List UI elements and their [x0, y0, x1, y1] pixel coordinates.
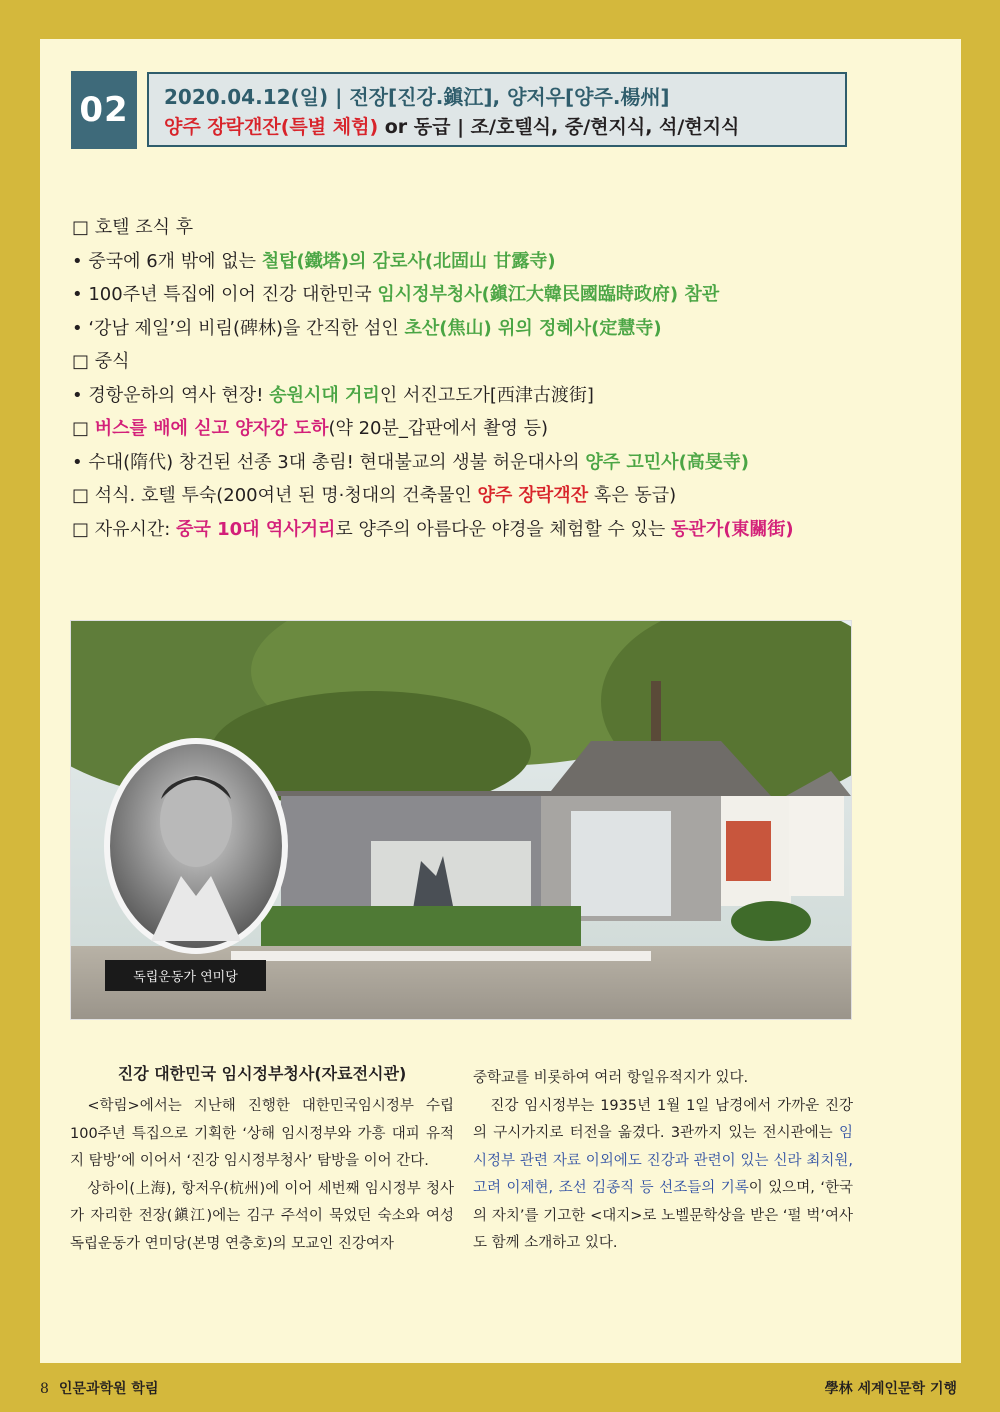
- schedule-text: □: [72, 418, 95, 439]
- day-badge: 02: [71, 71, 137, 149]
- schedule-item: [72, 379, 892, 413]
- schedule-text: • 경항운하의 역사 현장!: [72, 384, 270, 406]
- footer-section-title: 學林 세계인문학 기행: [824, 1381, 957, 1397]
- schedule-text: □ 호텔 조식 후: [72, 217, 194, 238]
- header-accommodation: [164, 112, 831, 142]
- itinerary-header: [147, 72, 847, 147]
- schedule-text: □ 중식: [72, 351, 130, 372]
- schedule-highlight: 임시정부청사(鎭江大韓民國臨時政府) 참관: [377, 284, 720, 305]
- schedule-highlight: 초산(焦山) 위의 정혜사(定慧寺): [404, 317, 662, 339]
- article-text: 이 있으며, ‘한국의 자치’를 기고한 <대지>로 노벨문학상을 받은 ‘펄 벅’여사도 함께 소개하고 있다.: [473, 1180, 853, 1251]
- schedule-text: □ 석식. 호텔 투숙(200여년 된 명·청대의 건축물인: [72, 485, 478, 506]
- schedule-highlight: 양주 고민사(高旻寺): [585, 451, 750, 473]
- schedule-text: (약 20분_갑판에서 촬영 등): [328, 418, 549, 439]
- schedule-highlight: 중국 10대 역사거리: [176, 518, 336, 540]
- article-paragraph: 중학교를 비롯하여 여러 항일유적지가 있다.: [473, 1070, 749, 1086]
- schedule-highlight: 동관가(東關街): [671, 518, 794, 540]
- page-number: 8: [40, 1381, 49, 1397]
- schedule-item: [72, 245, 892, 279]
- schedule-item: [72, 513, 892, 547]
- header-date-location: 2020.04.12(일) | 전장[진강.鎭江], 양저우[양주.楊州]: [164, 85, 670, 109]
- footer-publication: 인문과학원 학림: [58, 1381, 159, 1397]
- schedule-item: [72, 345, 892, 379]
- schedule-text: 로 양주의 아름다운 야경을 체험할 수 있는: [335, 518, 672, 540]
- schedule-item: [72, 312, 892, 346]
- header-meals: or 동급 | 조/호텔식, 중/현지식, 석/현지식: [378, 116, 740, 138]
- schedule-highlight: 양주 장락객잔: [477, 485, 589, 506]
- article-paragraph: 상하이(上海), 항저우(杭州)에 이어 세번째 임시정부 청사가 자리한 전장(鎭江)에는 김구 주석이 묵었던 숙소와 여성 독립운동가 연미당(본명 연충호)의 모교인 진강여자: [70, 1180, 454, 1252]
- schedule-text: 혹은 동급): [588, 485, 677, 506]
- schedule-highlight: 송원시대 거리: [269, 384, 380, 406]
- schedule-item: [72, 211, 892, 245]
- article-right-column: [473, 1065, 853, 1258]
- schedule-text: • ‘강남 제일’의 비림(碑林)을 간직한 섬인: [72, 317, 405, 339]
- article-paragraph: <학림>에서는 지난해 진행한 대한민국임시정부 수립 100주년 특집으로 기획한 ‘상해 임시정부와 가흥 대피 유적지 탐방’에 이어서 ‘진강 임시정부청사’ 탐방을 이어 간다.: [70, 1098, 454, 1169]
- article-paragraph: [473, 1093, 853, 1258]
- article-text: 진강 임시정부는 1935년 1월 1일 남경에서 가까운 진강의 구시가지로 터전을 옮겼다. 3관까지 있는 전시관에는: [473, 1097, 853, 1141]
- schedule-list: [72, 211, 892, 546]
- schedule-text: • 중국에 6개 밖에 없는: [72, 250, 262, 272]
- schedule-item: [72, 479, 892, 513]
- article-title: 진강 대한민국 임시정부청사(자료전시관): [117, 1064, 407, 1083]
- schedule-text: • 수대(隋代) 창건된 선종 3대 총림! 현대불교의 생불 허운대사의: [72, 451, 586, 473]
- schedule-highlight: 철탑(鐵塔)의 감로사(北固山 甘露寺): [261, 250, 556, 272]
- article-left-column: [70, 1061, 454, 1258]
- photo-caption: 독립운동가 연미당: [105, 960, 266, 991]
- article-highlight: 임시정부 관련 자료 이외에도 진강과 관련이 있는 신라 최치원, 고려 이제현, 조선 김종직 등 선조들의 기록: [473, 1125, 853, 1196]
- schedule-text: □ 자유시간:: [72, 518, 177, 540]
- schedule-item: [72, 412, 892, 446]
- schedule-highlight: 버스를 배에 싣고 양자강 도하: [94, 418, 329, 439]
- footer-left: [40, 1378, 158, 1398]
- header-hotel-highlight: 양주 장락갠잔(특별 체험): [164, 116, 379, 138]
- schedule-item: [72, 446, 892, 480]
- schedule-text: 인 서진고도가[西津古渡街]: [379, 384, 594, 406]
- schedule-item: [72, 278, 892, 312]
- schedule-text: • 100주년 특집에 이어 진강 대한민국: [72, 284, 378, 305]
